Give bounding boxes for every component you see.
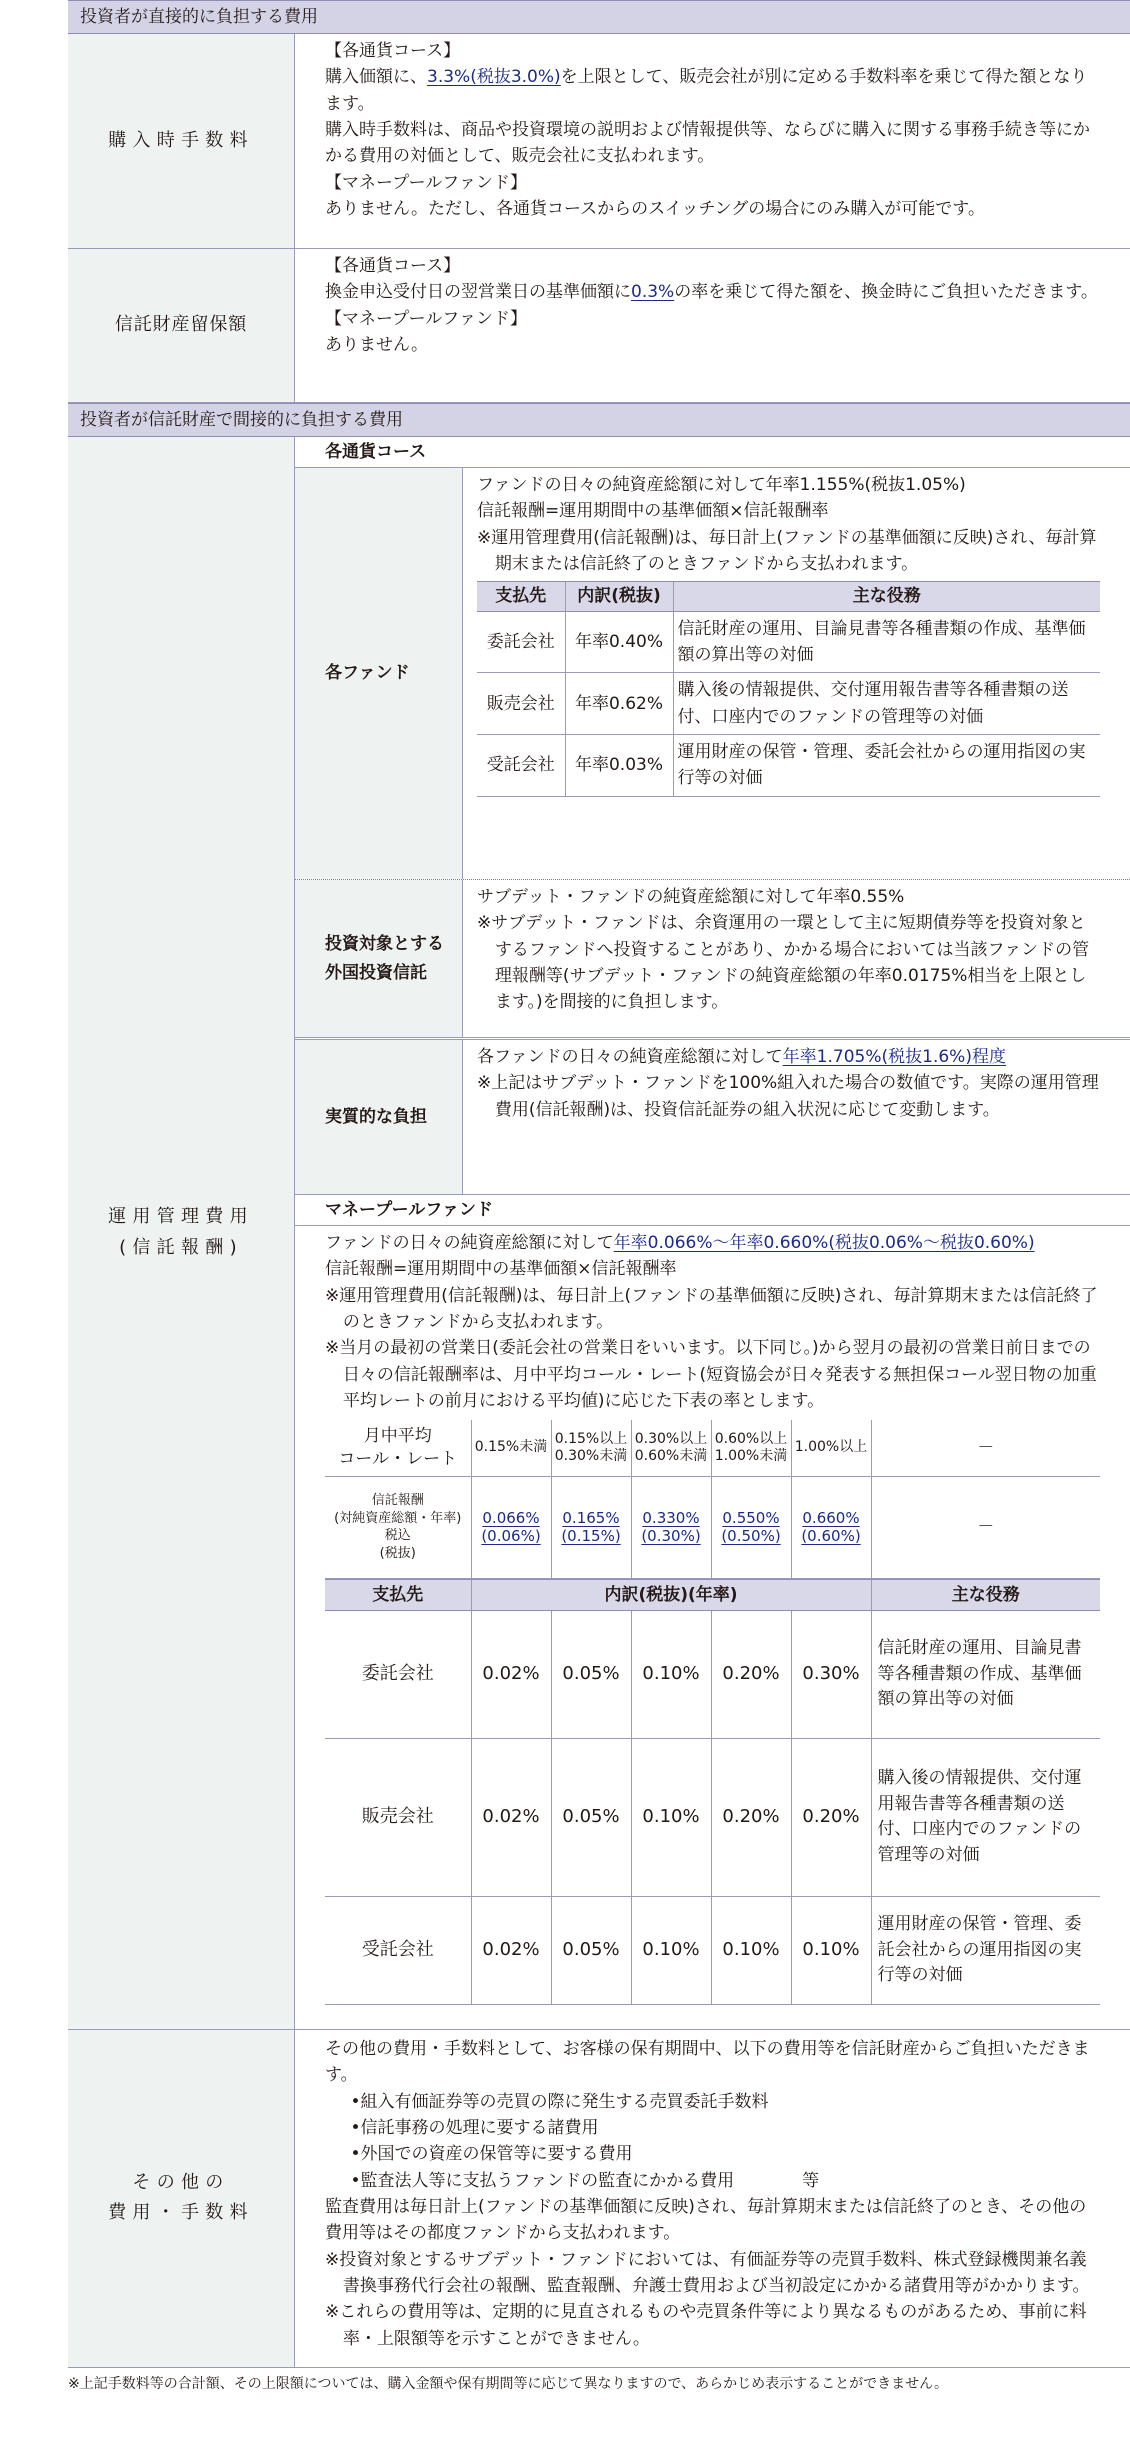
value-cell: 0.10% (631, 1610, 711, 1738)
list-item: •監査法人等に支払うファンドの監査にかかる費用 等 (350, 2170, 820, 2191)
value-cell: 0.10% (631, 1738, 711, 1896)
band-cell: 0.15%以上 0.30%未満 (551, 1420, 631, 1476)
money-pool-rate-highlight: 年率0.066%～年率0.660%(税抜0.06%～税抜0.60%) (613, 1233, 1035, 1253)
payee-cell: 販売会社 (325, 1738, 471, 1896)
role-cell: 信託財産の運用、目論見書等各種書類の作成、基準価額の算出等の対価 (871, 1610, 1100, 1738)
trust-reserve-body (295, 249, 1130, 402)
foreign-trust-body (463, 880, 1130, 1037)
effective-burden-note: ※上記はサブデット・ファンドを100%組入れた場合の数値です。実際の運用管理費用(信託報酬)は、投資信託証券の組入状況に応じて変動します。 (477, 1073, 1099, 1120)
direct-costs-header: 投資者が直接的に負担する費用 (68, 0, 1130, 34)
effective-burden-body (463, 1040, 1130, 1194)
money-pool-note-2: ※当月の最初の営業日(委託会社の営業日をいいます。以下同じ。)から翌月の最初の営業日前日までの日々の信託報酬率は、月中平均コール・レート(短資協会が日々発表する無担保コール翌日物の加重平均レートの前月における平均値)に応じた下表の率とします。 (325, 1338, 1097, 1412)
foreign-trust-row (295, 880, 1130, 1040)
value-cell: 0.10% (791, 1896, 871, 2004)
foreign-trust-label-line1: 投資対象とする (325, 933, 444, 954)
col-breakdown: 内訳(税抜) (565, 582, 673, 611)
other-fees-audit: 監査費用は毎日計上(ファンドの基準価額に反映)され、毎計算期末または信託終了のとき、その他の費用等はその都度ファンドから支払われます。 (325, 2196, 1087, 2244)
payee-cell: 受託会社 (477, 735, 565, 797)
reserve-rate-highlight: 0.3% (631, 282, 675, 303)
each-fund-breakdown-table (477, 581, 1100, 796)
band-cell: 1.00%以上 (791, 1420, 871, 1476)
table-row (325, 1738, 1100, 1896)
each-fund-note: ※運用管理費用(信託報酬)は、毎日計上(ファンドの基準価額に反映)され、毎計算期末または信託終了のときファンドから支払われます。 (477, 527, 1097, 575)
role-cell: 運用財産の保管・管理、委託会社からの運用指図の実行等の対価 (673, 735, 1100, 797)
value-cell: 0.10% (711, 1896, 791, 2004)
other-fees-intro: その他の費用・手数料として、お客様の保有期間中、以下の費用等を信託財産からご負担いただきます。 (325, 2038, 1090, 2086)
list-item: •外国での資産の保管等に要する費用 (350, 2144, 633, 2165)
role-cell: 購入後の情報提供、交付運用報告書等各種書類の送付、口座内でのファンドの管理等の対価 (871, 1738, 1100, 1896)
trust-fee-row (325, 1476, 1100, 1578)
value-cell: 0.10% (631, 1896, 711, 2004)
band-cell: 0.15%未満 (471, 1420, 551, 1476)
reserve-rate-text: 換金申込受付日の翌営業日の基準価額に0.3%の率を乗じて得た額を、換金時にご負担いただきます。 (325, 282, 1098, 303)
effective-burden-label: 実質的な負担 (295, 1040, 463, 1194)
each-fund-label: 各ファンド (295, 468, 463, 879)
management-fee-body (295, 437, 1130, 2029)
trust-reserve-label: 信託財産留保額 (68, 249, 295, 402)
money-pool-formula: 信託報酬=運用期間中の基準価額×信託報酬率 (325, 1259, 677, 1280)
value-cell: 0.05% (551, 1610, 631, 1738)
value-cell: 0.30% (791, 1610, 871, 1738)
other-fees-row (68, 2030, 1130, 2368)
call-rate-row (325, 1420, 1100, 1476)
money-pool-breakdown-table (325, 1579, 1100, 2005)
purchase-fee-description: 購入時手数料は、商品や投資環境の説明および情報提供等、ならびに購入に関する事務手続き等にかかる費用の対価として、販売会社に支払われます。 (325, 120, 1090, 167)
payee-cell: 受託会社 (325, 1896, 471, 2004)
payee-cell: 委託会社 (477, 611, 565, 673)
value-cell: 0.02% (471, 1610, 551, 1738)
fee-cell: 0.660% (0.60%) (791, 1476, 871, 1578)
management-fee-label: 運用管理費用 (信託報酬) (68, 437, 295, 2029)
foreign-trust-note: ※サブデット・ファンドは、余資運用の一環として主に短期債券等を投資対象とするファンドへ投資することがあり、かかる場合においては当該ファンドの管理報酬等(サブデット・ファンドの純資産総額の年率0.0175%相当を上限とします。)を間接的に負担します。 (477, 913, 1090, 1013)
table-row (325, 1610, 1100, 1738)
band-cell: 0.30%以上 0.60%未満 (631, 1420, 711, 1476)
foreign-trust-label (295, 880, 463, 1037)
band-cell: 0.60%以上 1.00%未満 (711, 1420, 791, 1476)
each-fund-body (463, 468, 1130, 879)
management-fee-row (68, 437, 1130, 2030)
value-cell: 0.02% (471, 1896, 551, 2004)
reserve-course-heading: 【各通貨コース】 (325, 256, 461, 276)
other-fees-note-1: ※投資対象とするサブデット・ファンドにおいては、有価証券等の売買手数料、株式登録機関兼名義書換事務代行会社の報酬、監査報酬、弁護士費用および当初設定にかかる諸費用等がかかります。 (325, 2249, 1090, 2296)
table-row (477, 673, 1100, 735)
rate-cell: 年率0.62% (565, 673, 673, 735)
reserve-moneypool-heading: 【マネープールファンド】 (325, 308, 527, 329)
currency-course-title: 各通貨コース (295, 437, 1130, 468)
other-fees-note-2: ※これらの費用等は、定期的に見直されるものや売買条件等により異なるものがあるため、事前に料率・上限額等を示すことができません。 (325, 2302, 1087, 2349)
effective-burden-row (295, 1040, 1130, 1195)
col-breakdown: 内訳(税抜)(年率) (471, 1579, 871, 1610)
value-cell: 0.05% (551, 1738, 631, 1896)
role-cell: 信託財産の運用、目論見書等各種書類の作成、基準価額の算出等の対価 (673, 611, 1100, 673)
rate-cell: 年率0.03% (565, 735, 673, 797)
footnote: ※上記手数料等の合計額、その上限額については、購入金額や保有期間等に応じて異なりますので、あらかじめ表示することができません。 (68, 2375, 949, 2392)
call-rate-table (325, 1420, 1100, 1579)
table-row (325, 1896, 1100, 2004)
payee-cell: 委託会社 (325, 1610, 471, 1738)
effective-burden-highlight: 年率1.705%(税抜1.6%)程度 (782, 1047, 1006, 1067)
money-pool-title: マネープールファンド (295, 1195, 1130, 1226)
dash-cell: － (871, 1476, 1100, 1578)
other-fees-label: その他の 費用・手数料 (68, 2030, 295, 2367)
foreign-trust-label-line2: 外国投資信託 (325, 962, 427, 983)
purchase-moneypool-text: ありません。ただし、各通貨コースからのスイッチングの場合にのみ購入が可能です。 (325, 199, 985, 220)
purchase-course-heading: 【各通貨コース】 (325, 41, 461, 61)
rate-cell: 年率0.40% (565, 611, 673, 673)
trust-fee-label: 信託報酬 (対純資産総額・年率) 税込 (税抜) (325, 1476, 471, 1578)
payee-cell: 販売会社 (477, 673, 565, 735)
role-cell: 購入後の情報提供、交付運用報告書等各種書類の送付、口座内でのファンドの管理等の対価 (673, 673, 1100, 735)
role-cell: 運用財産の保管・管理、委託会社からの運用指図の実行等の対価 (871, 1896, 1100, 2004)
table-row (477, 735, 1100, 797)
list-item: •組入有価証券等の売買の際に発生する売買委託手数料 (350, 2091, 769, 2112)
foreign-trust-rate: サブデット・ファンドの純資産総額に対して年率0.55% (477, 887, 905, 907)
purchase-fee-label: 購入時手数料 (68, 34, 295, 248)
col-payee: 支払先 (325, 1579, 471, 1610)
call-rate-label: 月中平均 コール・レート (325, 1420, 471, 1476)
purchase-rate-text: 購入価額に、3.3%(税抜3.0%)を上限として、販売会社が別に定める手数料率を乗じて得た額となります。 (325, 67, 1088, 114)
effective-burden-rate: 各ファンドの日々の純資産総額に対して年率1.705%(税抜1.6%)程度 (477, 1047, 1006, 1067)
each-fund-row (295, 468, 1130, 880)
fee-cell: 0.330% (0.30%) (631, 1476, 711, 1578)
col-role: 主な役務 (673, 582, 1100, 611)
fee-table (68, 0, 1130, 2368)
fee-cell: 0.550% (0.50%) (711, 1476, 791, 1578)
value-cell: 0.20% (711, 1610, 791, 1738)
table-row (477, 611, 1100, 673)
other-fees-body (295, 2030, 1130, 2367)
trust-reserve-row (68, 249, 1130, 403)
value-cell: 0.05% (551, 1896, 631, 2004)
purchase-moneypool-heading: 【マネープールファンド】 (325, 172, 527, 193)
col-payee: 支払先 (477, 582, 565, 611)
money-pool-rate: ファンドの日々の純資産総額に対して年率0.066%～年率0.660%(税抜0.06%～税抜0.60%) (325, 1233, 1035, 1253)
fee-cell: 0.165% (0.15%) (551, 1476, 631, 1578)
col-role: 主な役務 (871, 1579, 1100, 1610)
money-pool-body (295, 1226, 1130, 2029)
purchase-fee-row (68, 34, 1130, 249)
dash-cell: － (871, 1420, 1100, 1476)
indirect-costs-header: 投資者が信託財産で間接的に負担する費用 (68, 403, 1130, 437)
value-cell: 0.20% (791, 1738, 871, 1896)
each-fund-formula: 信託報酬=運用期間中の基準価額×信託報酬率 (477, 501, 829, 522)
value-cell: 0.20% (711, 1738, 791, 1896)
reserve-moneypool-text: ありません。 (325, 335, 429, 356)
purchase-rate-highlight: 3.3%(税抜3.0%) (427, 67, 561, 88)
each-fund-rate: ファンドの日々の純資産総額に対して年率1.155%(税抜1.05%) (477, 475, 966, 495)
purchase-fee-body (295, 34, 1130, 248)
money-pool-note-1: ※運用管理費用(信託報酬)は、毎日計上(ファンドの基準価額に反映)され、毎計算期末または信託終了のときファンドから支払われます。 (325, 1285, 1098, 1333)
value-cell: 0.02% (471, 1738, 551, 1896)
list-item: •信託事務の処理に要する諸費用 (350, 2117, 599, 2138)
fee-cell: 0.066% (0.06%) (471, 1476, 551, 1578)
